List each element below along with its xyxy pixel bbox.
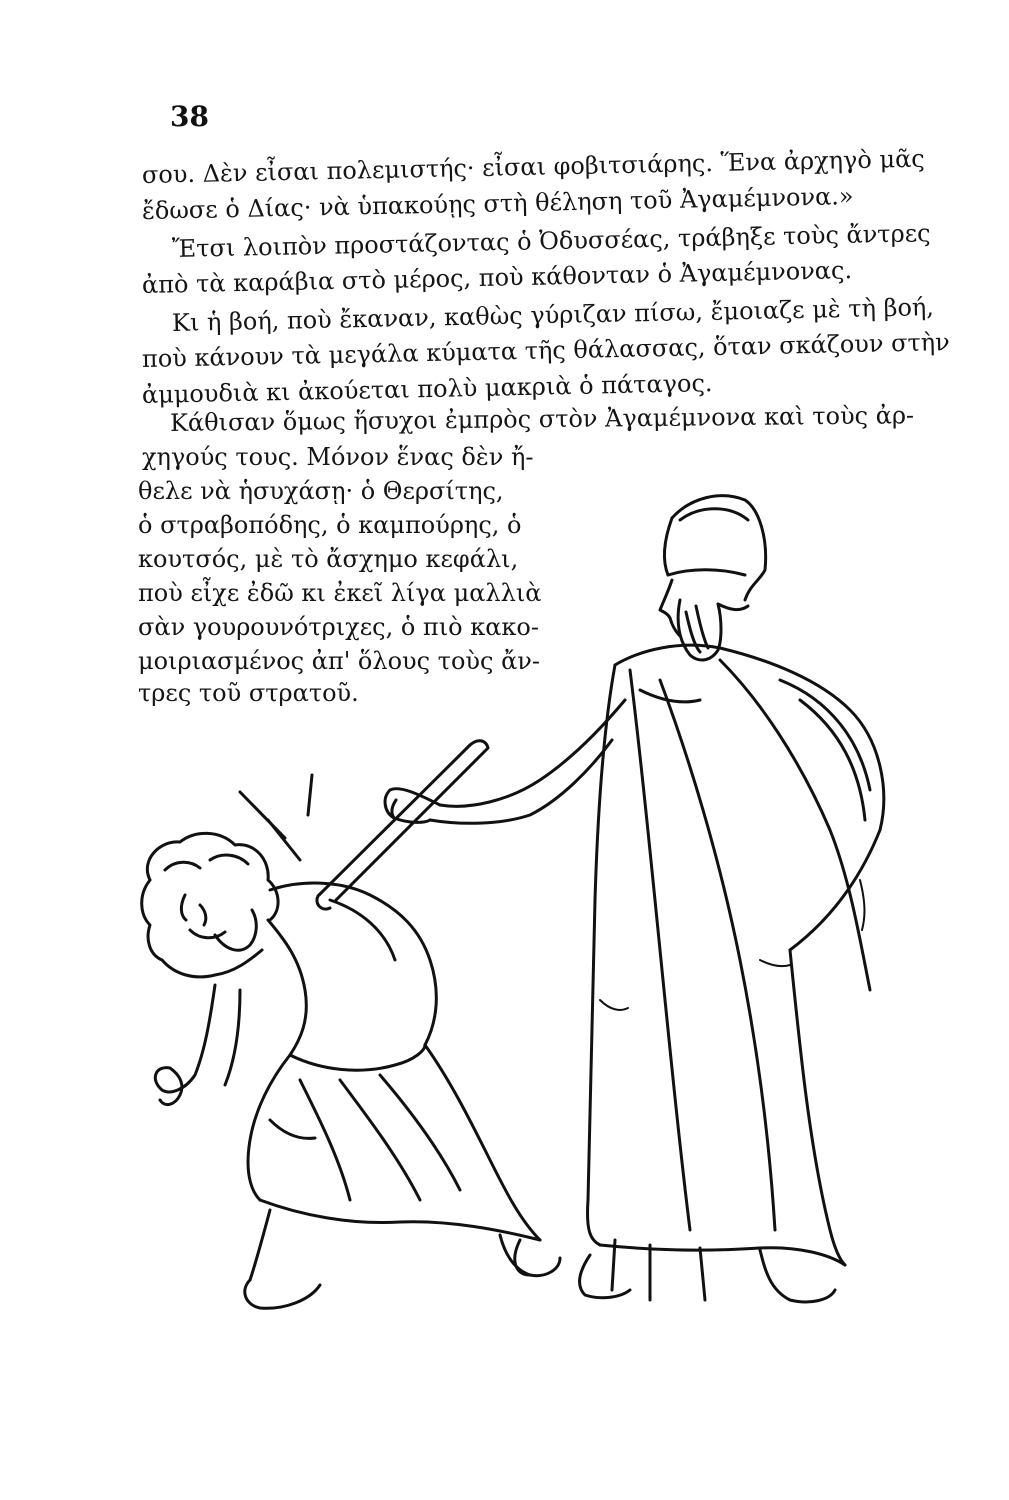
text-line: ποὺ εἶχε ἐδῶ κι ἐκεῖ λίγα μαλλιὰ (138, 579, 542, 607)
text-line: σὰν γουρουνότριχες, ὁ πιὸ κακο- (138, 613, 539, 641)
text-line: χηγούς τους. Μόνον ἕνας δὲν ἤ- (142, 443, 534, 471)
thersites-figure (142, 833, 560, 1308)
text-line: ἀπὸ τὰ καράβια στὸ μέρος, ποὺ κάθονταν ὁ Ἀγαμέμνονας. (141, 256, 853, 299)
text-line: ἔδωσε ὁ Δίας· νὰ ὑπακούῃς στὴ θέληση τοῦ Ἀγαμέμνονα.» (141, 182, 854, 225)
text-line: τρες τοῦ στρατοῦ. (138, 679, 359, 707)
sketch-details (600, 880, 864, 1010)
text-line: ἀμμουδιὰ κι ἀκούεται πολὺ μακριὰ ὁ πάταγος. (141, 369, 713, 409)
text-line: Κάθισαν ὅμως ἥσυχοι ἐμπρὸς στὸν Ἀγαμέμνονα καὶ τοὺς ἀρ- (169, 401, 915, 437)
text-line: θελε νὰ ἡσυχάσῃ· ὁ Θερσίτης, (138, 477, 504, 505)
text-line: ποὺ κάνουν τὰ μεγάλα κύματα τῆς θάλασσας, ὅταν σκάζουν στὴν (141, 328, 950, 373)
text-line: σου. Δὲν εἶσαι πολεμιστής· εἶσαι φοβιτσιάρης. Ἕνα ἀρχηγὸ μᾶς (141, 144, 925, 189)
text-line: Κι ἡ βοή, ποὺ ἔκαναν, καθὼς γύριζαν πίσω, ἔμοιαζε μὲ τὴ βοή, (171, 293, 935, 337)
text-line: μοιριασμένος ἀπ' ὅλους τοὺς ἄν- (138, 647, 540, 675)
page-number: 38 (170, 100, 209, 133)
text-line: Ἔτσι λοιπὸν προστάζοντας ὁ Ὀδυσσέας, τράβηξε τοὺς ἄντρες (171, 219, 931, 263)
staff (317, 741, 488, 909)
text-line: κουτσός, μὲ τὸ ἄσχημο κεφάλι, (138, 545, 519, 573)
text-line: ὁ στραβοπόδης, ὁ καμπούρης, ὁ (138, 511, 522, 539)
impact-lines (240, 775, 312, 860)
